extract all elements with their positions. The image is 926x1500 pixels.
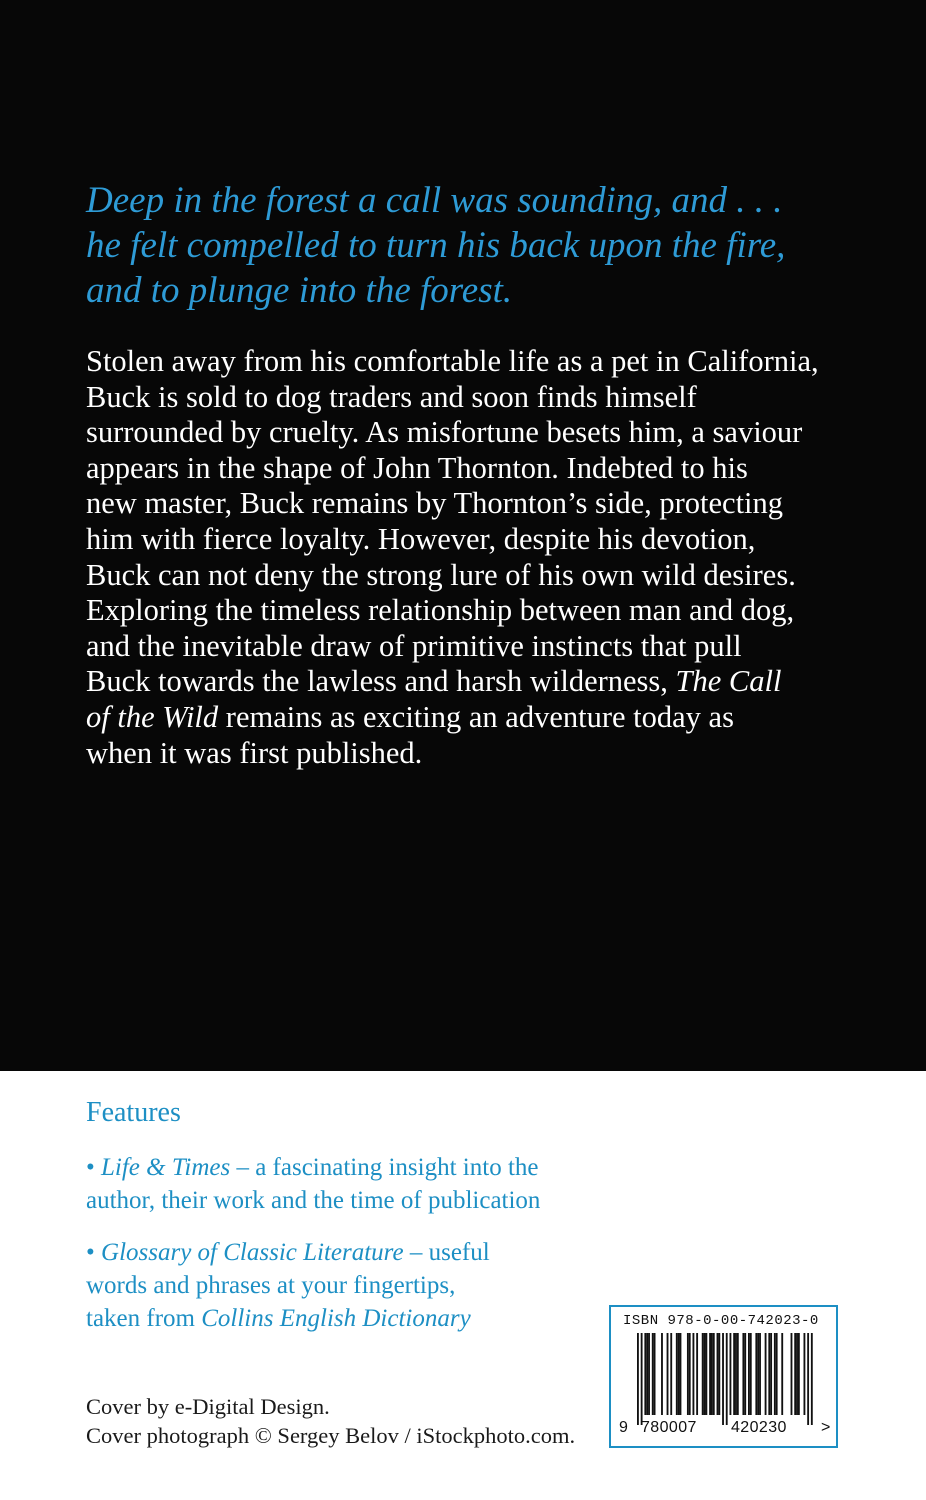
quote-line-2: he felt compelled to turn his back upon the fire, bbox=[86, 225, 786, 266]
barcode-bar bbox=[670, 1333, 672, 1415]
barcode-bar bbox=[680, 1333, 682, 1415]
blurb-line bbox=[86, 664, 876, 700]
cover-photo-credit: Cover photograph © Sergey Belov / iStockphoto.com. bbox=[86, 1423, 576, 1448]
barcode-bar bbox=[804, 1333, 806, 1415]
ean-digit-group: > bbox=[821, 1419, 831, 1436]
barcode-bar bbox=[750, 1333, 752, 1415]
blurb-line: appears in the shape of John Thornton. Indebted to his bbox=[86, 450, 748, 485]
ean-digit-group: 9 bbox=[619, 1419, 629, 1436]
barcode-bar bbox=[718, 1333, 720, 1415]
barcode-bar bbox=[770, 1333, 772, 1415]
barcode-bar bbox=[798, 1333, 800, 1415]
bullet: • bbox=[86, 1239, 95, 1266]
barcode-bar bbox=[726, 1333, 728, 1425]
barcode-bar bbox=[711, 1333, 713, 1415]
feature-source-prefix: taken from bbox=[86, 1305, 195, 1332]
bullet: • bbox=[86, 1154, 95, 1181]
blurb-line: surrounded by cruelty. As misfortune besets him, a saviour bbox=[86, 415, 803, 450]
barcode-bar bbox=[646, 1333, 648, 1415]
blurb-line: Stolen away from his comfortable life as a pet in California, bbox=[86, 344, 819, 378]
barcode-bar bbox=[648, 1333, 650, 1415]
quote-line-1: Deep in the forest a call was sounding, and . . . bbox=[86, 180, 783, 221]
book-title-italic: The Call bbox=[675, 664, 782, 699]
barcode-bar bbox=[776, 1333, 778, 1415]
quote-line-3: and to plunge into the forest. bbox=[86, 270, 513, 311]
barcode-bar bbox=[689, 1333, 691, 1415]
features-heading: Features bbox=[86, 1097, 181, 1128]
barcode-bar bbox=[717, 1333, 719, 1415]
barcode-bar bbox=[748, 1333, 750, 1415]
barcode-bar bbox=[678, 1333, 680, 1415]
barcode-bar bbox=[735, 1333, 737, 1415]
dash: – bbox=[236, 1154, 249, 1181]
blurb-line: Exploring the timeless relationship between man and dog, bbox=[86, 593, 795, 628]
feature-item-life-and-times bbox=[86, 1151, 626, 1217]
blurb-line: new master, Buck remains by Thornton’s side, protecting bbox=[86, 486, 784, 521]
barcode-bar bbox=[641, 1333, 643, 1425]
feature-line: words and phrases at your fingertips, bbox=[86, 1272, 456, 1299]
barcode-bar bbox=[794, 1333, 796, 1415]
isbn-barcode-box bbox=[609, 1305, 838, 1448]
barcode-bar bbox=[676, 1333, 678, 1415]
blurb-line: him with fierce loyalty. However, despite his devotion, bbox=[86, 521, 756, 556]
blurb-text: Buck towards the lawless and harsh wilderness, bbox=[86, 664, 668, 699]
barcode-bar bbox=[652, 1333, 654, 1415]
barcode-bar bbox=[667, 1333, 669, 1415]
blurb-line bbox=[86, 700, 876, 736]
barcode-bar bbox=[704, 1333, 706, 1415]
feature-description: useful bbox=[428, 1239, 490, 1266]
barcode-bar bbox=[759, 1333, 761, 1415]
barcode-bar bbox=[637, 1333, 639, 1425]
cover-design-credit: Cover by e-Digital Design. bbox=[86, 1394, 330, 1419]
feature-line bbox=[86, 1302, 626, 1335]
barcode-bar bbox=[733, 1333, 735, 1415]
feature-item-glossary bbox=[86, 1236, 626, 1335]
barcode-bar bbox=[765, 1333, 767, 1415]
ean-digit-group: 780007 bbox=[641, 1419, 697, 1436]
book-title-italic: of the Wild bbox=[86, 699, 219, 734]
barcode-bar bbox=[713, 1333, 715, 1415]
blurb-line: Buck can not deny the strong lure of his own wild desires. bbox=[86, 557, 796, 592]
barcode-bar bbox=[774, 1333, 776, 1415]
cover-credits bbox=[86, 1392, 575, 1450]
barcode-bar bbox=[693, 1333, 695, 1415]
feature-name: Life & Times bbox=[101, 1154, 231, 1181]
barcode-bar bbox=[796, 1333, 798, 1415]
feature-line: author, their work and the time of publication bbox=[86, 1187, 541, 1214]
feature-line bbox=[86, 1236, 626, 1269]
feature-description: a fascinating insight into the bbox=[255, 1154, 539, 1181]
blurb-line: and the inevitable draw of primitive instincts that pull bbox=[86, 628, 742, 663]
blurb-line: when it was first published. bbox=[86, 735, 423, 770]
dash: – bbox=[409, 1239, 423, 1266]
barcode-bar bbox=[781, 1333, 783, 1415]
barcode-bar bbox=[696, 1333, 698, 1415]
barcode-bar bbox=[730, 1333, 732, 1415]
pull-quote bbox=[86, 178, 866, 313]
barcode-bar bbox=[742, 1333, 744, 1415]
barcode-bar bbox=[705, 1333, 707, 1415]
barcode-bar bbox=[737, 1333, 739, 1415]
barcode-bar bbox=[757, 1333, 759, 1415]
feature-source-title: Collins English Dictionary bbox=[201, 1305, 471, 1332]
barcode-bar bbox=[644, 1333, 646, 1415]
barcode-bar bbox=[744, 1333, 746, 1415]
barcode-bar bbox=[722, 1333, 724, 1425]
barcode-bar bbox=[709, 1333, 711, 1415]
barcode-bar bbox=[755, 1333, 757, 1415]
barcode-bar bbox=[687, 1333, 689, 1415]
blurb-text: remains as exciting an adventure today as bbox=[225, 699, 734, 734]
barcode-bar bbox=[811, 1333, 813, 1425]
barcode-bar bbox=[768, 1333, 770, 1415]
barcode-bar bbox=[807, 1333, 809, 1425]
barcode-bar bbox=[702, 1333, 704, 1415]
isbn-label: ISBN 978-0-00-742023-0 bbox=[623, 1313, 819, 1329]
blurb-line: Buck is sold to dog traders and soon finds himself bbox=[86, 379, 697, 414]
feature-line bbox=[86, 1151, 626, 1184]
barcode-bar bbox=[661, 1333, 663, 1415]
barcode-bar bbox=[791, 1333, 793, 1415]
book-blurb bbox=[86, 344, 876, 771]
barcode-bar bbox=[654, 1333, 656, 1415]
ean-digit-group: 420230 bbox=[731, 1419, 787, 1436]
feature-name: Glossary of Classic Literature bbox=[101, 1239, 404, 1266]
